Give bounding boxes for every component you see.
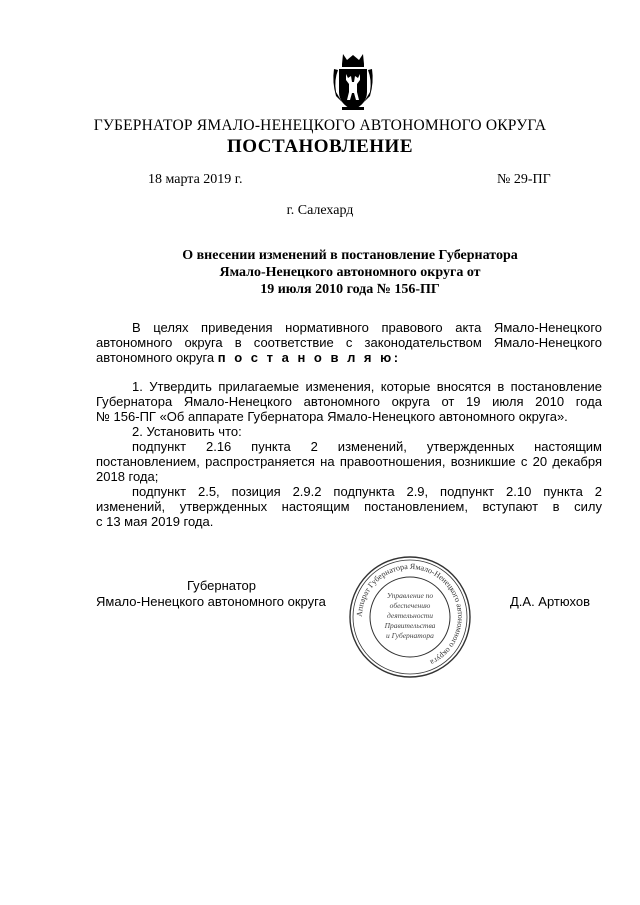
document-type: ПОСТАНОВЛЕНИЕ (226, 136, 414, 157)
item1-line: Губернатора Ямало-Ненецкого автономного округа от 19 июля 2010 года (96, 394, 602, 409)
stamp-center-line: Правительства (384, 621, 436, 630)
item2-heading: 2. Установить что: (132, 424, 242, 439)
item2-sub1-line: постановлением, распространяется на правоотношения, возникшие с 20 декабря (96, 454, 602, 469)
intro-line: автономного округа в соответствие с законодательством Ямало-Ненецкого (96, 335, 602, 350)
item2-sub1-line: 2018 года; (96, 469, 159, 484)
title-line: 19 июля 2010 года № 156-ПГ (260, 282, 440, 297)
signatory-name: Д.А. Артюхов (510, 594, 590, 609)
item2-sub2-line: с 13 мая 2019 года. (96, 514, 214, 529)
intro-line: В целях приведения нормативного правового акта Ямало-Ненецкого (132, 320, 602, 335)
title-line: Ямало-Ненецкого автономного округа от (219, 265, 481, 280)
organization-header: ГУБЕРНАТОР ЯМАЛО-НЕНЕЦКОГО АВТОНОМНОГО ОКРУГА (93, 117, 547, 134)
stamp-center-line: деятельности (387, 611, 433, 620)
signatory-organization: Ямало-Ненецкого автономного округа (96, 594, 326, 609)
stamp-center-line: обеспечению (389, 601, 431, 610)
item2-sub2-line: изменений, утвержденных настоящим постановлением, вступают в силу (96, 499, 602, 514)
official-stamp (348, 555, 472, 679)
signatory-title: Губернатор (187, 578, 256, 593)
item2-sub1-line: подпункт 2.16 пункта 2 изменений, утвержденных настоящим (132, 439, 602, 454)
document-number: № 29-ПГ (497, 172, 551, 187)
document-city: г. Салехард (286, 203, 354, 218)
document-title (160, 247, 540, 298)
item1-line: № 156-ПГ «Об аппарате Губернатора Ямало-Ненецкого автономного округа». (96, 409, 568, 424)
document-date: 18 марта 2019 г. (148, 172, 243, 187)
stamp-center-line: Управление по (386, 591, 434, 600)
item2-sub2-line: подпункт 2.5, позиция 2.9.2 подпункта 2.9, подпункт 2.10 пункта 2 (132, 484, 602, 499)
title-line: О внесении изменений в постановление Губернатора (182, 248, 518, 263)
decree-word: п о с т а н о в л я ю: (217, 350, 401, 365)
intro-line: автономного округа п о с т а н о в л я ю: (96, 350, 401, 365)
stamp-ring-text: Аппарат Губернатора Ямало-Ненецкого автономного округа (354, 561, 466, 668)
coat-of-arms-icon (330, 52, 376, 114)
item1-line: 1. Утвердить прилагаемые изменения, которые вносятся в постановление (132, 379, 602, 394)
stamp-center-line: и Губернатора (386, 631, 434, 640)
